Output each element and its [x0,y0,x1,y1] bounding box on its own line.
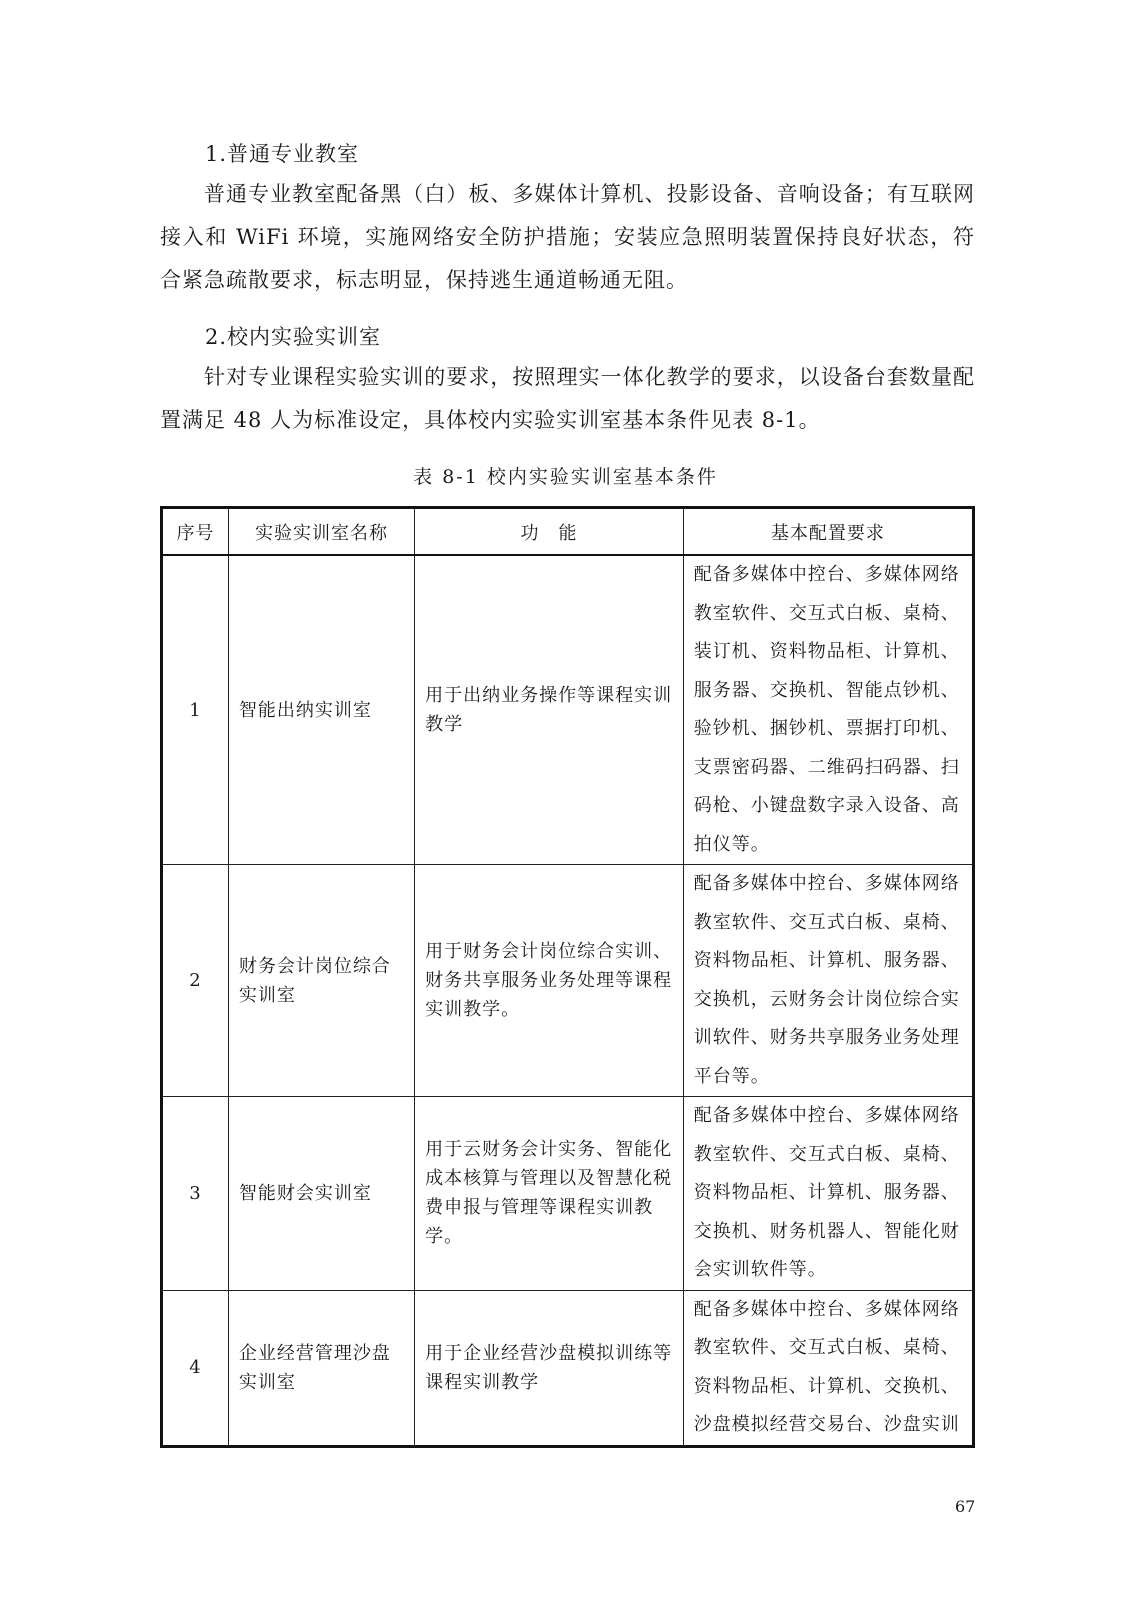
row-function: 用于云财务会计实务、智能化成本核算与管理以及智慧化税费申报与管理等课程实训教学。 [415,1097,684,1291]
row-name: 智能出纳实训室 [228,555,414,865]
section-heading-classroom: 1.普通专业教室 [205,142,360,166]
row-name: 企业经营管理沙盘实训室 [228,1290,414,1446]
header-function: 功 能 [415,508,684,556]
page-number: 67 [955,1497,976,1516]
paragraph-classroom: 普通专业教室配备黑（白）板、多媒体计算机、投影设备、音响设备；有互联网接入和 WiFi 环境，实施网络安全防护措施；安装应急照明装置保持良好状态，符合紧急疏散要求，标志明显，保持逃生通道畅通无阻。 [160,182,975,292]
row-requirements: 配备多媒体中控台、多媒体网络教室软件、交互式白板、桌椅、资料物品柜、计算机、交换机、沙盘模拟经营交易台、沙盘实训 [683,1290,973,1446]
header-name: 实验实训室名称 [228,508,414,556]
header-no: 序号 [162,508,229,556]
section-heading-labs: 2.校内实验实训室 [205,325,382,349]
row-function: 用于财务会计岗位综合实训、财务共享服务业务处理等课程实训教学。 [415,865,684,1097]
row-requirements: 配备多媒体中控台、多媒体网络教室软件、交互式白板、桌椅、资料物品柜、计算机、服务器、交换机，云财务会计岗位综合实训软件、财务共享服务业务处理平台等。 [683,865,973,1097]
row-no: 4 [162,1290,229,1446]
table-row [162,555,974,865]
row-requirements: 配备多媒体中控台、多媒体网络教室软件、交互式白板、桌椅、资料物品柜、计算机、服务器、交换机、财务机器人、智能化财会实训软件等。 [683,1097,973,1291]
row-function: 用于企业经营沙盘模拟训练等课程实训教学 [415,1290,684,1446]
table-row [162,1097,974,1291]
row-no: 1 [162,555,229,865]
paragraph-labs: 针对专业课程实验实训的要求，按照理实一体化教学的要求，以设备台套数量配置满足 48 人为标准设定，具体校内实验实训室基本条件见表 8-1。 [160,365,975,432]
row-no: 3 [162,1097,229,1291]
lab-conditions-table [160,506,975,1448]
row-function: 用于出纳业务操作等课程实训教学 [415,555,684,865]
row-no: 2 [162,865,229,1097]
table-header-row [162,508,974,556]
row-name: 财务会计岗位综合实训室 [228,865,414,1097]
table-row [162,865,974,1097]
header-requirements: 基本配置要求 [683,508,973,556]
table-caption: 表 8-1 校内实验实训室基本条件 [413,466,718,488]
row-name: 智能财会实训室 [228,1097,414,1291]
table-row [162,1290,974,1446]
row-requirements: 配备多媒体中控台、多媒体网络教室软件、交互式白板、桌椅、装订机、资料物品柜、计算机、服务器、交换机、智能点钞机、验钞机、捆钞机、票据打印机、支票密码器、二维码扫码器、扫码枪、小键盘数字录入设备、高拍仪等。 [683,555,973,865]
